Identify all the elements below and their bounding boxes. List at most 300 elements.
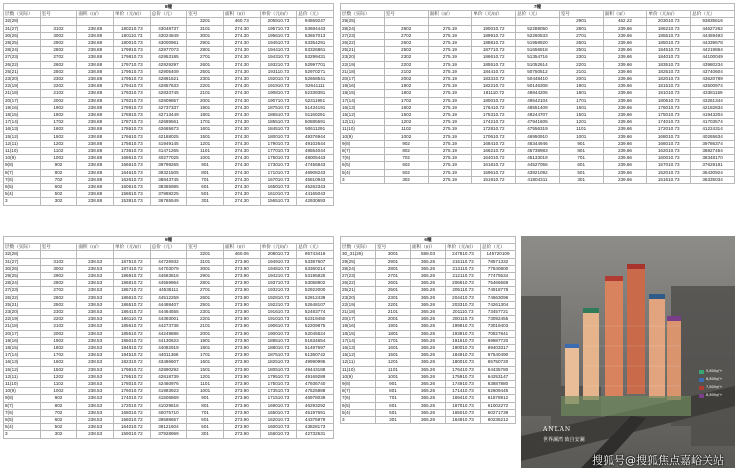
table-cell: 43048737: [150, 25, 187, 32]
table-cell: 238.88: [77, 148, 114, 155]
table-cell: 49102644: [297, 140, 334, 147]
table-cell: 159010.72: [113, 431, 150, 438]
table-cell: 701: [187, 176, 224, 183]
table-cell: 41943204: [691, 112, 735, 119]
table-cell: 46978039: [297, 395, 334, 402]
table-row: [341, 76, 735, 83]
table-cell: 185010.73: [647, 40, 691, 47]
table-row: [4, 330, 334, 337]
table-cell: 44583816: [150, 273, 187, 280]
table-cell: 164610.73: [113, 169, 150, 176]
table-cell: 1802: [40, 112, 77, 119]
table-cell: 52668541: [297, 76, 334, 83]
table-cell: 168410.72: [472, 140, 516, 147]
table-cell: 1601: [376, 345, 411, 352]
table-cell: 174010.73: [647, 119, 691, 126]
table-cell: 42689561: [150, 119, 187, 126]
table-cell: 365.26: [411, 287, 446, 294]
table-cell: 42953185: [150, 54, 187, 61]
table-cell: 45738983: [516, 148, 560, 155]
table-cell: 274.30: [223, 191, 260, 198]
table-cell: 8(7): [4, 169, 41, 176]
table-cell: 43740604: [691, 68, 735, 75]
table-cell: 172810.72: [472, 126, 516, 133]
table-cell: 194310.73: [260, 54, 297, 61]
table-cell: 51354716: [516, 54, 560, 61]
table-row: [341, 18, 735, 25]
table-cell: 22(19): [4, 316, 41, 323]
table-cell: 30(26): [4, 32, 41, 39]
slogan-text: 世界澜湾 致自安澜: [543, 437, 585, 443]
table-cell: 365.26: [411, 309, 446, 316]
table-cell: 239.66: [603, 25, 647, 32]
table-cell: 179710.73: [113, 61, 150, 68]
table-cell: 26(22): [341, 40, 385, 47]
table-cell: 43000961: [150, 40, 187, 47]
table-cell: 186710.72: [113, 287, 150, 294]
table-cell: 238.88: [77, 169, 114, 176]
table-cell: 74918778: [481, 287, 516, 294]
table-cell: 273.90: [223, 373, 260, 380]
table-cell: 53360214: [297, 265, 334, 272]
table-cell: 238.88: [77, 184, 114, 191]
table-cell: 93835616: [691, 18, 735, 25]
table-cell: 238.53: [77, 417, 114, 424]
table-cell: 184010.73: [647, 54, 691, 61]
table-cell: 239.66: [603, 68, 647, 75]
table-row: [4, 61, 334, 68]
table-row: [4, 104, 334, 111]
table-cell: 48554044: [297, 148, 334, 155]
table-cell: 238.88: [77, 176, 114, 183]
table-cell: 182010.73: [647, 76, 691, 83]
table-cell: 273.90: [223, 424, 260, 431]
table-cell: 40075710: [150, 409, 187, 416]
table-cell: 32(28): [4, 18, 41, 25]
table-cell: 182510.73: [647, 68, 691, 75]
column-header: 总价（元）: [150, 11, 187, 18]
table-cell: 2901: [187, 273, 224, 280]
table-cell: 1902: [384, 83, 428, 90]
table-cell: 301: [187, 431, 224, 438]
table-row: [4, 287, 334, 294]
table-cell: 166010.73: [647, 140, 691, 147]
table-cell: 172010.72: [113, 402, 150, 409]
table-cell: 49169289: [297, 373, 334, 380]
table-cell: 41949145: [150, 140, 187, 147]
table-cell: 173610.73: [113, 148, 150, 155]
table-row: [4, 97, 334, 104]
table-cell: 16(13): [341, 345, 376, 352]
column-header: 层数（实际）: [4, 244, 41, 251]
table-cell: 52339381: [297, 90, 334, 97]
table-cell: 273.90: [223, 337, 260, 344]
table-row: [4, 18, 334, 25]
table-cell: 275.19: [428, 126, 472, 133]
table-row: [341, 337, 516, 344]
table-cell: 38827454: [691, 148, 735, 155]
table-cell: 52289050: [516, 25, 560, 32]
table-row: [341, 402, 516, 409]
table-cell: 186810.72: [113, 280, 150, 287]
column-header: 室号: [376, 244, 411, 251]
table-row: [4, 90, 334, 97]
table-cell: 18(15): [4, 112, 41, 119]
table-cell: 172010.73: [647, 126, 691, 133]
table-cell: 176610.73: [113, 133, 150, 140]
table-title: 9幢: [4, 237, 334, 244]
table-cell: 2602: [40, 294, 77, 301]
table-cell: 51052614: [516, 61, 560, 68]
table-row: [341, 323, 516, 330]
table-cell: 2502: [384, 47, 428, 54]
table-cell: 2701: [376, 273, 411, 280]
table-cell: 602: [40, 417, 77, 424]
table-row: [341, 83, 735, 90]
table-row: [4, 301, 334, 308]
table-cell: 365.26: [411, 388, 446, 395]
table-cell: 12(11): [4, 373, 41, 380]
table-cell: 179510.73: [260, 373, 297, 380]
table-cell: 181010.73: [647, 90, 691, 97]
table-cell: 46344946: [516, 140, 560, 147]
table-cell: 44219864: [691, 47, 735, 54]
table-cell: 45133019: [516, 155, 560, 162]
column-header: 总价（元）: [516, 11, 560, 18]
table-cell: 3101: [187, 258, 224, 265]
table-cell: 175910.73: [446, 373, 481, 380]
table-cell: 20(17): [341, 76, 385, 83]
table-cell: 179510.73: [113, 76, 150, 83]
table-cell: 1502: [40, 366, 77, 373]
table-row: [341, 162, 735, 169]
table-cell: 1602: [40, 126, 77, 133]
table-cell: 29(25): [341, 18, 385, 25]
table-cell: 273.90: [223, 316, 260, 323]
table-cell: 239.66: [603, 32, 647, 39]
table-cell: 365.26: [411, 258, 446, 265]
table-cell: 238.88: [77, 104, 114, 111]
table-cell: 184510.73: [260, 126, 297, 133]
table-cell: 1702: [40, 119, 77, 126]
table-cell: 38843745: [150, 176, 187, 183]
table-cell: 7(6): [341, 155, 385, 162]
table-cell: 273.90: [223, 381, 260, 388]
table-cell: 365.26: [411, 337, 446, 344]
column-header: 单价（元/㎡）: [113, 11, 150, 18]
table-cell: 194810.73: [260, 265, 297, 272]
table-cell: 201110.73: [446, 309, 481, 316]
table-cell: 365.26: [411, 409, 446, 416]
table-row: [4, 191, 334, 198]
table-cell: 238.88: [77, 133, 114, 140]
table-cell: 802: [384, 148, 428, 155]
table-cell: 501: [187, 424, 224, 431]
table-cell: 601: [559, 162, 603, 169]
table-cell: 151910.72: [472, 176, 516, 183]
table-cell: 43921092: [516, 169, 560, 176]
column-header: 单价（元/㎡）: [647, 11, 691, 18]
table-cell: 179810.73: [113, 54, 150, 61]
table-cell: [516, 18, 560, 25]
column-header: 面积（㎡）: [603, 11, 647, 18]
table-cell: 28(24): [4, 47, 41, 54]
table-cell: 160010.73: [260, 424, 297, 431]
table-cell: 156010.73: [260, 431, 297, 438]
table-cell: 2902: [40, 273, 77, 280]
table-cell: 20(17): [4, 97, 41, 104]
table-cell: 2601: [376, 280, 411, 287]
table-cell: 179910.73: [113, 47, 150, 54]
table-row: [4, 265, 334, 272]
column-header: 单价（元/㎡）: [446, 244, 481, 251]
table-cell: 184510.73: [647, 47, 691, 54]
table-cell: 38365985: [150, 184, 187, 191]
table-cell: 62609445: [481, 388, 516, 395]
table-cell: 39121604: [150, 424, 187, 431]
table-cell: 6(5): [4, 184, 41, 191]
table-cell: 77475534: [481, 273, 516, 280]
table-cell: 179410.73: [113, 83, 150, 90]
table-row: [341, 40, 735, 47]
table-cell: 3001: [376, 251, 411, 258]
table-cell: 365.26: [411, 373, 446, 380]
table-cell: 174910.73: [446, 381, 481, 388]
price-table: [340, 3, 735, 184]
table-cell: 37629181: [691, 162, 735, 169]
table-row: [341, 316, 516, 323]
table-cell: 28(24): [4, 280, 41, 287]
table-row: [4, 25, 334, 32]
table-cell: 44464555: [150, 309, 187, 316]
table-cell: 1701: [187, 119, 224, 126]
table-cell: 178910.73: [113, 104, 150, 111]
table-cell: 1602: [384, 104, 428, 111]
table-cell: 43980234: [691, 61, 735, 68]
table-cell: 78571332: [481, 258, 516, 265]
price-table: [340, 236, 516, 424]
table-cell: 238.88: [77, 140, 114, 147]
table-cell: 275.19: [428, 162, 472, 169]
table-cell: 25(21): [341, 47, 385, 54]
table-cell: 2001: [187, 330, 224, 337]
table-row: [341, 265, 516, 272]
table-cell: 47936740: [297, 381, 334, 388]
table-cell: 52648107: [297, 301, 334, 308]
table-cell: 301: [376, 417, 411, 424]
table-cell: 702: [40, 176, 77, 183]
table-cell: 2801: [187, 280, 224, 287]
table-cell: 26(22): [4, 61, 41, 68]
table-cell: 275.19: [428, 90, 472, 97]
table-cell: 238.88: [77, 198, 114, 205]
table-row: [341, 388, 516, 395]
table-cell: 902: [40, 395, 77, 402]
table-cell: 11(10): [341, 366, 376, 373]
table-cell: 64435780: [481, 366, 516, 373]
table-cell: 365.26: [411, 330, 446, 337]
table-cell: 184810.72: [113, 345, 150, 352]
table-cell: 17(14): [4, 119, 41, 126]
table-cell: 238.88: [77, 90, 114, 97]
table-cell: 205110.73: [446, 287, 481, 294]
table-cell: 180510.73: [260, 366, 297, 373]
table-cell: 19(16): [341, 83, 385, 90]
table-cell: 191610.73: [260, 309, 297, 316]
legend-label-3: 7,800㎡+: [706, 385, 723, 389]
table-cell: 1002: [40, 155, 77, 162]
table-row: [341, 90, 735, 97]
table-cell: 40277025: [150, 155, 187, 162]
table-cell: 301: [187, 198, 224, 205]
table-cell: 50750512: [516, 68, 560, 75]
table-cell: 52319450: [297, 316, 334, 323]
table-cell: 46908243: [297, 169, 334, 176]
table-row: [341, 373, 516, 380]
table-cell: 173010.73: [260, 162, 297, 169]
table-row: [4, 373, 334, 380]
table-cell: 176010.72: [113, 388, 150, 395]
table-cell: 902: [384, 140, 428, 147]
table-cell: 273.90: [223, 395, 260, 402]
table-row: [4, 198, 334, 205]
table-cell: 190610.73: [260, 323, 297, 330]
table-cell: 274.30: [223, 162, 260, 169]
table-cell: 502: [384, 169, 428, 176]
table-cell: 21(18): [4, 90, 41, 97]
table-cell: 18(15): [4, 345, 41, 352]
table-row: [4, 140, 334, 147]
table-cell: 5(4): [4, 424, 41, 431]
table-cell: 15(12): [4, 133, 41, 140]
table-row: [341, 258, 516, 265]
table-cell: 239.66: [603, 61, 647, 68]
table-row: [4, 155, 334, 162]
table-cell: 22(19): [341, 301, 376, 308]
table-cell: 53299431: [297, 54, 334, 61]
table-cell: 153910.73: [113, 198, 150, 205]
table-cell: 175010.73: [260, 155, 297, 162]
table-cell: [77, 18, 114, 25]
table-cell: 801: [559, 148, 603, 155]
table-cell: 365.26: [411, 316, 446, 323]
table-cell: 238.88: [77, 40, 114, 47]
table-cell: 179210.73: [113, 97, 150, 104]
column-header: 面积（㎡）: [411, 244, 446, 251]
table-row: [4, 323, 334, 330]
table-cell: 238.88: [77, 112, 114, 119]
table-cell: 365.26: [411, 359, 446, 366]
table-cell: 239.66: [603, 112, 647, 119]
table-cell: 25(21): [4, 68, 41, 75]
table-cell: 167010.73: [260, 176, 297, 183]
table-cell: 2201: [559, 61, 603, 68]
table-cell: 3: [341, 176, 385, 183]
table-cell: 2801: [187, 47, 224, 54]
table-cell: 2801: [559, 25, 603, 32]
table-cell: 145720109: [481, 251, 516, 258]
table-cell: 1201: [187, 373, 224, 380]
table-cell: 185510.72: [472, 61, 516, 68]
table-cell: 3002: [40, 265, 77, 272]
table-cell: 2101: [559, 68, 603, 75]
table-cell: 8(7): [341, 388, 376, 395]
table-cell: 1001: [187, 388, 224, 395]
table-cell: 38348170: [691, 155, 735, 162]
table-cell: 1702: [384, 97, 428, 104]
table-cell: 26(22): [341, 280, 376, 287]
table-building-7: [340, 3, 735, 184]
table-cell: 45262343: [297, 184, 334, 191]
table-row: [341, 68, 735, 75]
table-cell: 164010.72: [472, 155, 516, 162]
table-cell: 164910.73: [446, 417, 481, 424]
table-cell: 176010.73: [647, 104, 691, 111]
table-cell: 239.66: [603, 54, 647, 61]
column-header: 层数（实际）: [341, 11, 385, 18]
table-cell: 502: [40, 191, 77, 198]
table-cell: 274.30: [223, 83, 260, 90]
table-cell: 184510.72: [113, 352, 150, 359]
table-cell: 1902: [40, 104, 77, 111]
table-cell: 1902: [40, 337, 77, 344]
table-cell: 48005443: [297, 155, 334, 162]
table-cell: 2802: [384, 25, 428, 32]
table-cell: 43500974: [691, 83, 735, 90]
table-row: [341, 25, 735, 32]
table-row: [341, 47, 735, 54]
table-cell: 273.90: [223, 273, 260, 280]
column-header: 室号: [187, 11, 224, 18]
table-cell: 25(21): [4, 301, 41, 308]
price-table: [3, 3, 334, 206]
table-cell: 2001: [187, 97, 224, 104]
table-cell: 44273738: [150, 323, 187, 330]
table-cell: 274.30: [223, 148, 260, 155]
table-row: [341, 61, 735, 68]
table-cell: 274.30: [223, 25, 260, 32]
table-cell: 239.66: [603, 140, 647, 147]
table-cell: [40, 251, 77, 258]
table-cell: 42930693: [297, 198, 334, 205]
table-cell: 460.73: [223, 18, 260, 25]
table-cell: 275.19: [428, 61, 472, 68]
table-cell: 45197691: [297, 409, 334, 416]
table-row: [4, 280, 334, 287]
table-cell: 273.90: [223, 301, 260, 308]
table-cell: 901: [376, 381, 411, 388]
table-cell: 1901: [376, 323, 411, 330]
table-cell: 44375979: [297, 417, 334, 424]
table-cell: 52483774: [297, 309, 334, 316]
table-row: [341, 359, 516, 366]
table-cell: 193110.73: [260, 68, 297, 75]
table-cell: 190010.72: [472, 25, 516, 32]
table-cell: 3002: [40, 32, 77, 39]
table-cell: 239.66: [603, 155, 647, 162]
table-cell: 239.66: [603, 162, 647, 169]
table-cell: 274.30: [223, 97, 260, 104]
table-cell: 238.53: [77, 373, 114, 380]
table-cell: 275.19: [428, 104, 472, 111]
column-header: 室号: [40, 244, 77, 251]
table-cell: 275.19: [428, 83, 472, 90]
table-cell: 19(16): [4, 337, 41, 344]
table-cell: 188810.72: [472, 40, 516, 47]
table-cell: 67540490: [481, 352, 516, 359]
table-cell: 9(8): [4, 162, 41, 169]
table-cell: 238.53: [77, 388, 114, 395]
